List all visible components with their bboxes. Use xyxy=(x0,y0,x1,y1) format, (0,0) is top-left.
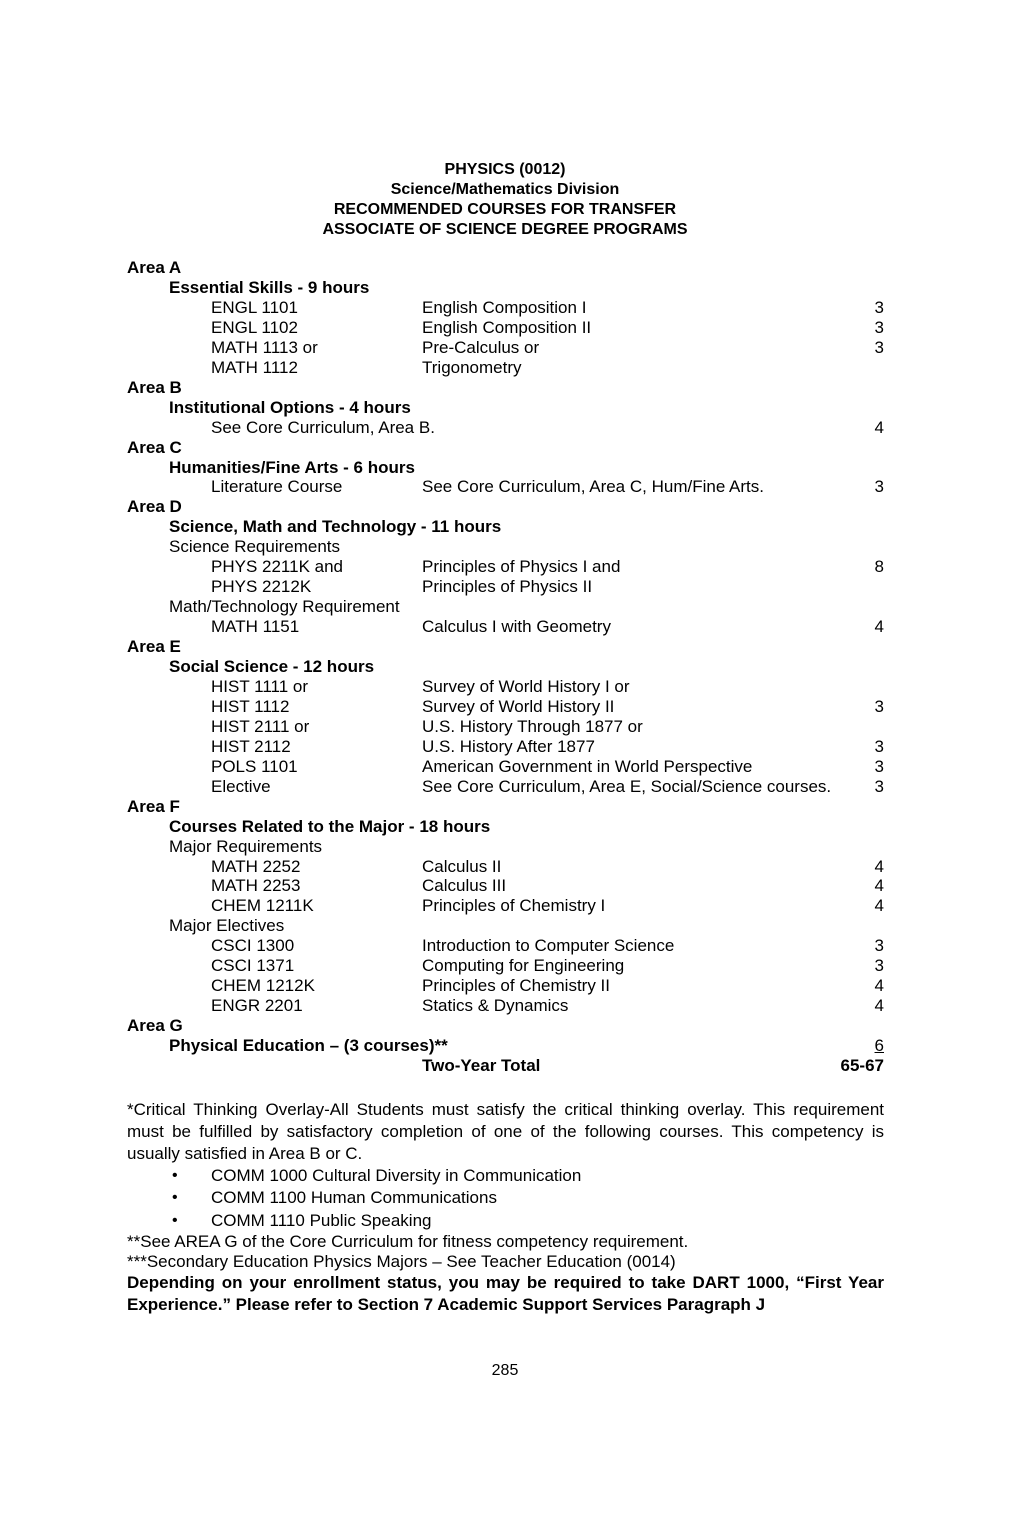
area-title-row xyxy=(0,517,1010,537)
recommended-heading: RECOMMENDED COURSES FOR TRANSFER xyxy=(333,201,677,218)
requirement-group-label: Science Requirements xyxy=(169,537,341,557)
program-title: PHYSICS (0012) xyxy=(444,161,566,178)
course-code: MATH 1151 xyxy=(211,617,300,637)
course-title: Calculus II xyxy=(422,856,502,876)
course-title: Trigonometry xyxy=(422,357,522,377)
course-title: See Core Curriculum, Area C, Hum/Fine Arts. xyxy=(422,477,765,497)
course-code: See Core Curriculum, Area B. xyxy=(211,417,435,437)
bullet-icon: • xyxy=(172,1189,178,1206)
course-code: CHEM 1212K xyxy=(211,976,315,996)
course-row xyxy=(0,477,1010,497)
course-code: Literature Course xyxy=(211,477,343,497)
credit-hours: 4 xyxy=(874,896,884,916)
course-code: ENGL 1102 xyxy=(211,317,298,337)
bullet-icon: • xyxy=(172,1167,178,1184)
credit-hours: 4 xyxy=(874,876,884,896)
area-title-row xyxy=(0,278,1010,298)
credit-hours: 3 xyxy=(874,317,884,337)
area-heading: Area D xyxy=(127,497,182,517)
bullet-course: COMM 1100 Human Communications xyxy=(211,1188,497,1207)
area-heading-row xyxy=(0,797,1010,817)
area-heading: Area C xyxy=(127,437,182,457)
course-title: See Core Curriculum, Area E, Social/Science courses. xyxy=(422,776,832,796)
course-code: HIST 2111 or xyxy=(211,716,310,736)
area-g-note: **See AREA G of the Core Curriculum for fitness competency requirement. xyxy=(127,1232,689,1251)
course-code: CHEM 1211K xyxy=(211,896,314,916)
area-heading: Area G xyxy=(127,1016,183,1036)
requirement-group-row xyxy=(0,537,1010,557)
credit-hours: 8 xyxy=(874,557,884,577)
course-title: Principles of Chemistry II xyxy=(422,976,610,996)
course-row xyxy=(0,338,1010,358)
area-title-row xyxy=(0,458,1010,478)
division-name: Science/Mathematics Division xyxy=(390,181,620,198)
critical-thinking-note: *Critical Thinking Overlay-All Students must satisfy the critical thinking overlay. This requirement must be fulfilled by satisfactory completion of one of the following courses. This competency is usually satisfied in Area B or C. xyxy=(127,1100,884,1163)
area-title: Essential Skills - 9 hours xyxy=(169,277,370,297)
course-code: CSCI 1300 xyxy=(211,936,295,956)
credit-hours: 3 xyxy=(874,956,884,976)
course-row xyxy=(0,298,1010,318)
credit-hours: 3 xyxy=(874,477,884,497)
area-heading-row xyxy=(0,378,1010,398)
course-title: U.S. History After 1877 xyxy=(422,736,595,756)
course-title: American Government in World Perspective xyxy=(422,756,753,776)
course-code: PHYS 2211K and xyxy=(211,557,343,577)
course-row xyxy=(0,717,1010,737)
course-code: MATH 1112 xyxy=(211,357,298,377)
course-code: HIST 1112 xyxy=(211,696,290,716)
course-row xyxy=(0,996,1010,1016)
course-code: HIST 2112 xyxy=(211,736,291,756)
credit-hours: 4 xyxy=(874,617,884,637)
area-title: Physical Education – (3 courses)** xyxy=(169,1036,448,1056)
course-title: U.S. History Through 1877 or xyxy=(422,716,643,736)
course-title: English Composition II xyxy=(422,317,592,337)
credit-hours: 3 xyxy=(874,936,884,956)
area-heading: Area E xyxy=(127,637,181,657)
course-row xyxy=(0,876,1010,896)
total-row xyxy=(0,1056,1010,1076)
requirement-group-row xyxy=(0,597,1010,617)
course-row xyxy=(0,418,1010,438)
credit-hours: 3 xyxy=(874,736,884,756)
credit-hours: 4 xyxy=(874,976,884,996)
course-title: Principles of Chemistry I xyxy=(422,896,606,916)
area-title-row xyxy=(0,657,1010,677)
course-code: PHYS 2212K xyxy=(211,577,312,597)
area-title: Science, Math and Technology - 11 hours xyxy=(169,517,502,537)
course-title: Introduction to Computer Science xyxy=(422,936,675,956)
course-row xyxy=(0,936,1010,956)
area-heading-row xyxy=(0,497,1010,517)
course-row xyxy=(0,757,1010,777)
course-title: Calculus III xyxy=(422,876,507,896)
area-title: Social Science - 12 hours xyxy=(169,657,375,676)
course-title: Survey of World History I or xyxy=(422,676,630,696)
course-code: MATH 1113 or xyxy=(211,337,318,357)
total-hours: 65-67 xyxy=(840,1056,884,1075)
course-code: MATH 2253 xyxy=(211,876,301,896)
credit-hours: 3 xyxy=(874,297,884,317)
area-heading-row xyxy=(0,258,1010,278)
area-title: Courses Related to the Major - 18 hours xyxy=(169,816,491,836)
course-title: Computing for Engineering xyxy=(422,956,625,976)
course-code: MATH 2252 xyxy=(211,856,301,876)
course-row xyxy=(0,577,1010,597)
credit-hours: 3 xyxy=(874,756,884,776)
course-code: HIST 1111 or xyxy=(211,676,309,696)
course-row xyxy=(0,777,1010,797)
credit-hours: 3 xyxy=(874,337,884,357)
credit-hours: 3 xyxy=(874,776,884,796)
course-title: Calculus I with Geometry xyxy=(422,617,611,637)
degree-heading: ASSOCIATE OF SCIENCE DEGREE PROGRAMS xyxy=(322,221,688,238)
course-code: Elective xyxy=(211,776,271,796)
course-title: Survey of World History II xyxy=(422,696,615,716)
area-heading: Area F xyxy=(127,796,180,816)
area-heading: Area A xyxy=(127,258,182,277)
course-code: CSCI 1371 xyxy=(211,956,295,976)
course-title: English Composition I xyxy=(422,297,587,317)
course-title: Pre-Calculus or xyxy=(422,337,540,357)
secondary-education-note: ***Secondary Education Physics Majors – See Teacher Education (0014) xyxy=(127,1252,676,1271)
bullet-course: COMM 1110 Public Speaking xyxy=(211,1211,432,1230)
area-heading-row xyxy=(0,637,1010,657)
course-row xyxy=(0,956,1010,976)
area-title-row xyxy=(0,398,1010,418)
course-code: ENGR 2201 xyxy=(211,996,303,1016)
course-row xyxy=(0,617,1010,637)
bullet-course: COMM 1000 Cultural Diversity in Communication xyxy=(211,1166,582,1185)
credit-hours: 6 xyxy=(874,1036,884,1056)
credit-hours: 4 xyxy=(874,417,884,437)
course-title: Principles of Physics II xyxy=(422,577,593,597)
area-title: Institutional Options - 4 hours xyxy=(169,397,411,417)
area-heading-row xyxy=(0,438,1010,458)
requirement-group-label: Math/Technology Requirement xyxy=(169,597,400,617)
course-row xyxy=(0,677,1010,697)
course-code: ENGL 1101 xyxy=(211,297,298,317)
course-title: Statics & Dynamics xyxy=(422,996,569,1016)
course-code: POLS 1101 xyxy=(211,756,298,776)
credit-hours: 4 xyxy=(874,996,884,1016)
course-row xyxy=(0,1036,1010,1056)
course-title: Principles of Physics I and xyxy=(422,557,621,577)
bullet-icon: • xyxy=(172,1212,178,1229)
credit-hours: 4 xyxy=(874,856,884,876)
requirement-group-row xyxy=(0,916,1010,936)
area-title-row xyxy=(0,817,1010,837)
area-heading-row xyxy=(0,1016,1010,1036)
course-row xyxy=(0,557,1010,577)
course-row xyxy=(0,737,1010,757)
page-number: 285 xyxy=(491,1362,519,1379)
course-row xyxy=(0,318,1010,338)
course-row xyxy=(0,857,1010,877)
course-row xyxy=(0,896,1010,916)
requirement-group-label: Major Requirements xyxy=(169,836,323,856)
total-label: Two-Year Total xyxy=(422,1056,541,1075)
area-heading: Area B xyxy=(127,377,182,397)
requirement-group-label: Major Electives xyxy=(169,916,285,936)
credit-hours: 3 xyxy=(874,696,884,716)
course-row xyxy=(0,976,1010,996)
requirement-group-row xyxy=(0,837,1010,857)
area-title: Humanities/Fine Arts - 6 hours xyxy=(169,457,415,477)
dart-notice: Depending on your enrollment status, you may be required to take DART 1000, “First Year Experience.” Please refer to Section 7 Academic Support Services Paragraph J xyxy=(127,1273,884,1314)
course-row xyxy=(0,697,1010,717)
course-row xyxy=(0,358,1010,378)
